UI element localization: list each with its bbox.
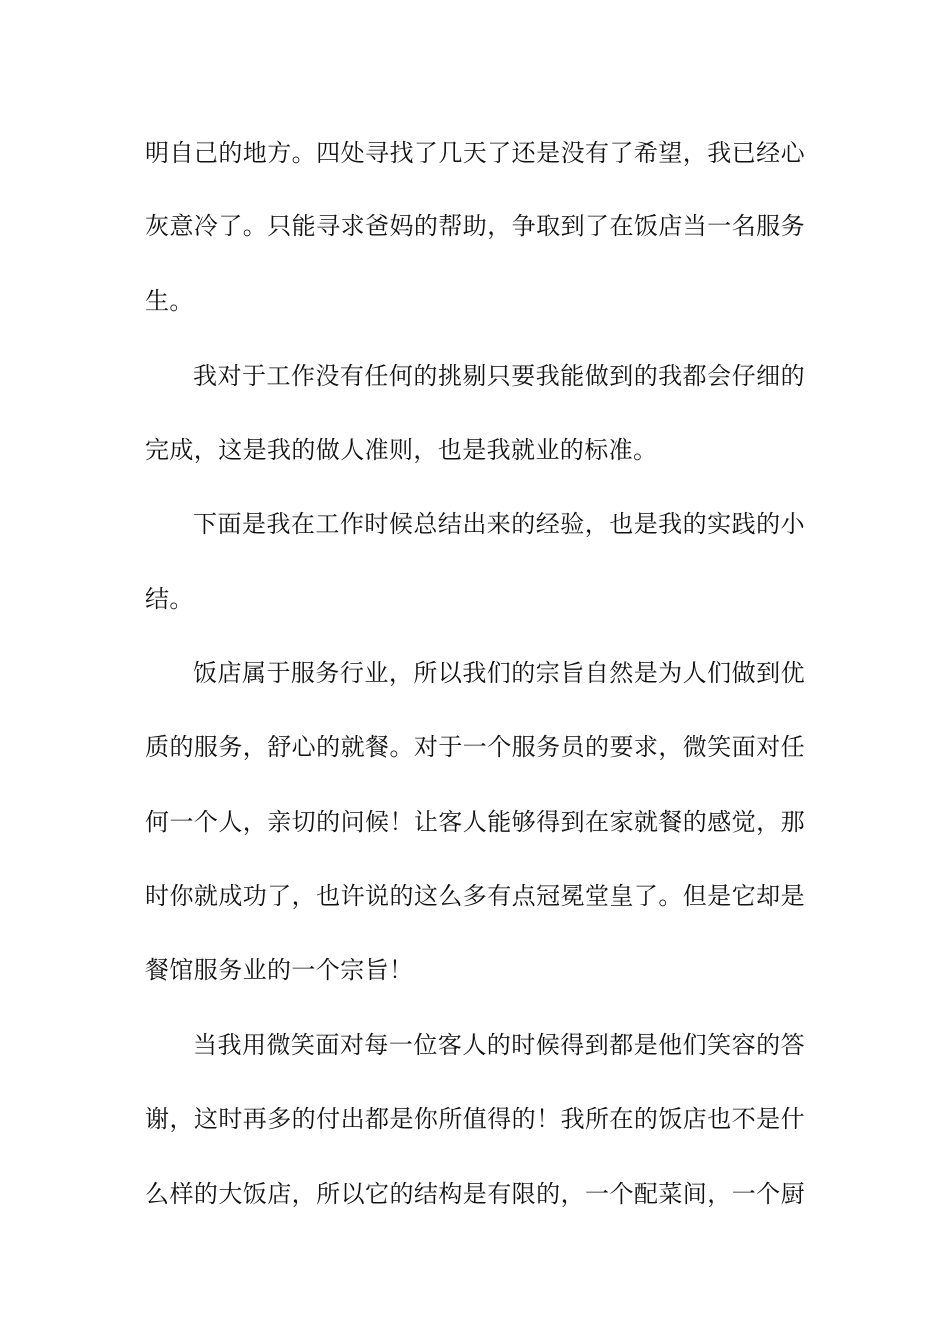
text-line: 时你就成功了，也许说的这么多有点冠冕堂皇了。但是它却是	[145, 882, 805, 910]
paragraph-first-line: 我对于工作没有任何的挑剔只要我能做到的我都会仔细的	[193, 362, 805, 390]
text-line: 质的服务，舒心的就餐。对于一个服务员的要求，微笑面对任	[145, 733, 805, 761]
text-line: 灰意冷了。只能寻求爸妈的帮助，争取到了在饭店当一名服务	[145, 212, 805, 240]
text-line: 么样的大饭店，所以它的结构是有限的，一个配菜间，一个厨	[145, 1180, 805, 1208]
paragraph-first-line: 饭店属于服务行业，所以我们的宗旨自然是为人们做到优	[193, 659, 805, 687]
paragraph-first-line: 当我用微笑面对每一位客人的时候得到都是他们笑容的答	[193, 1031, 805, 1059]
text-line: 生。	[145, 287, 194, 315]
text-line: 谢，这时再多的付出都是你所值得的！我所在的饭店也不是什	[145, 1105, 805, 1133]
text-line: 明自己的地方。四处寻找了几天了还是没有了希望，我已经心	[145, 139, 805, 167]
text-line: 何一个人，亲切的问候！让客人能够得到在家就餐的感觉，那	[145, 808, 805, 836]
text-line: 餐馆服务业的一个宗旨！	[145, 956, 414, 984]
text-line: 结。	[145, 585, 194, 613]
text-line: 完成，这是我的做人准则，也是我就业的标准。	[145, 436, 658, 464]
paragraph-first-line: 下面是我在工作时候总结出来的经验，也是我的实践的小	[193, 510, 805, 538]
